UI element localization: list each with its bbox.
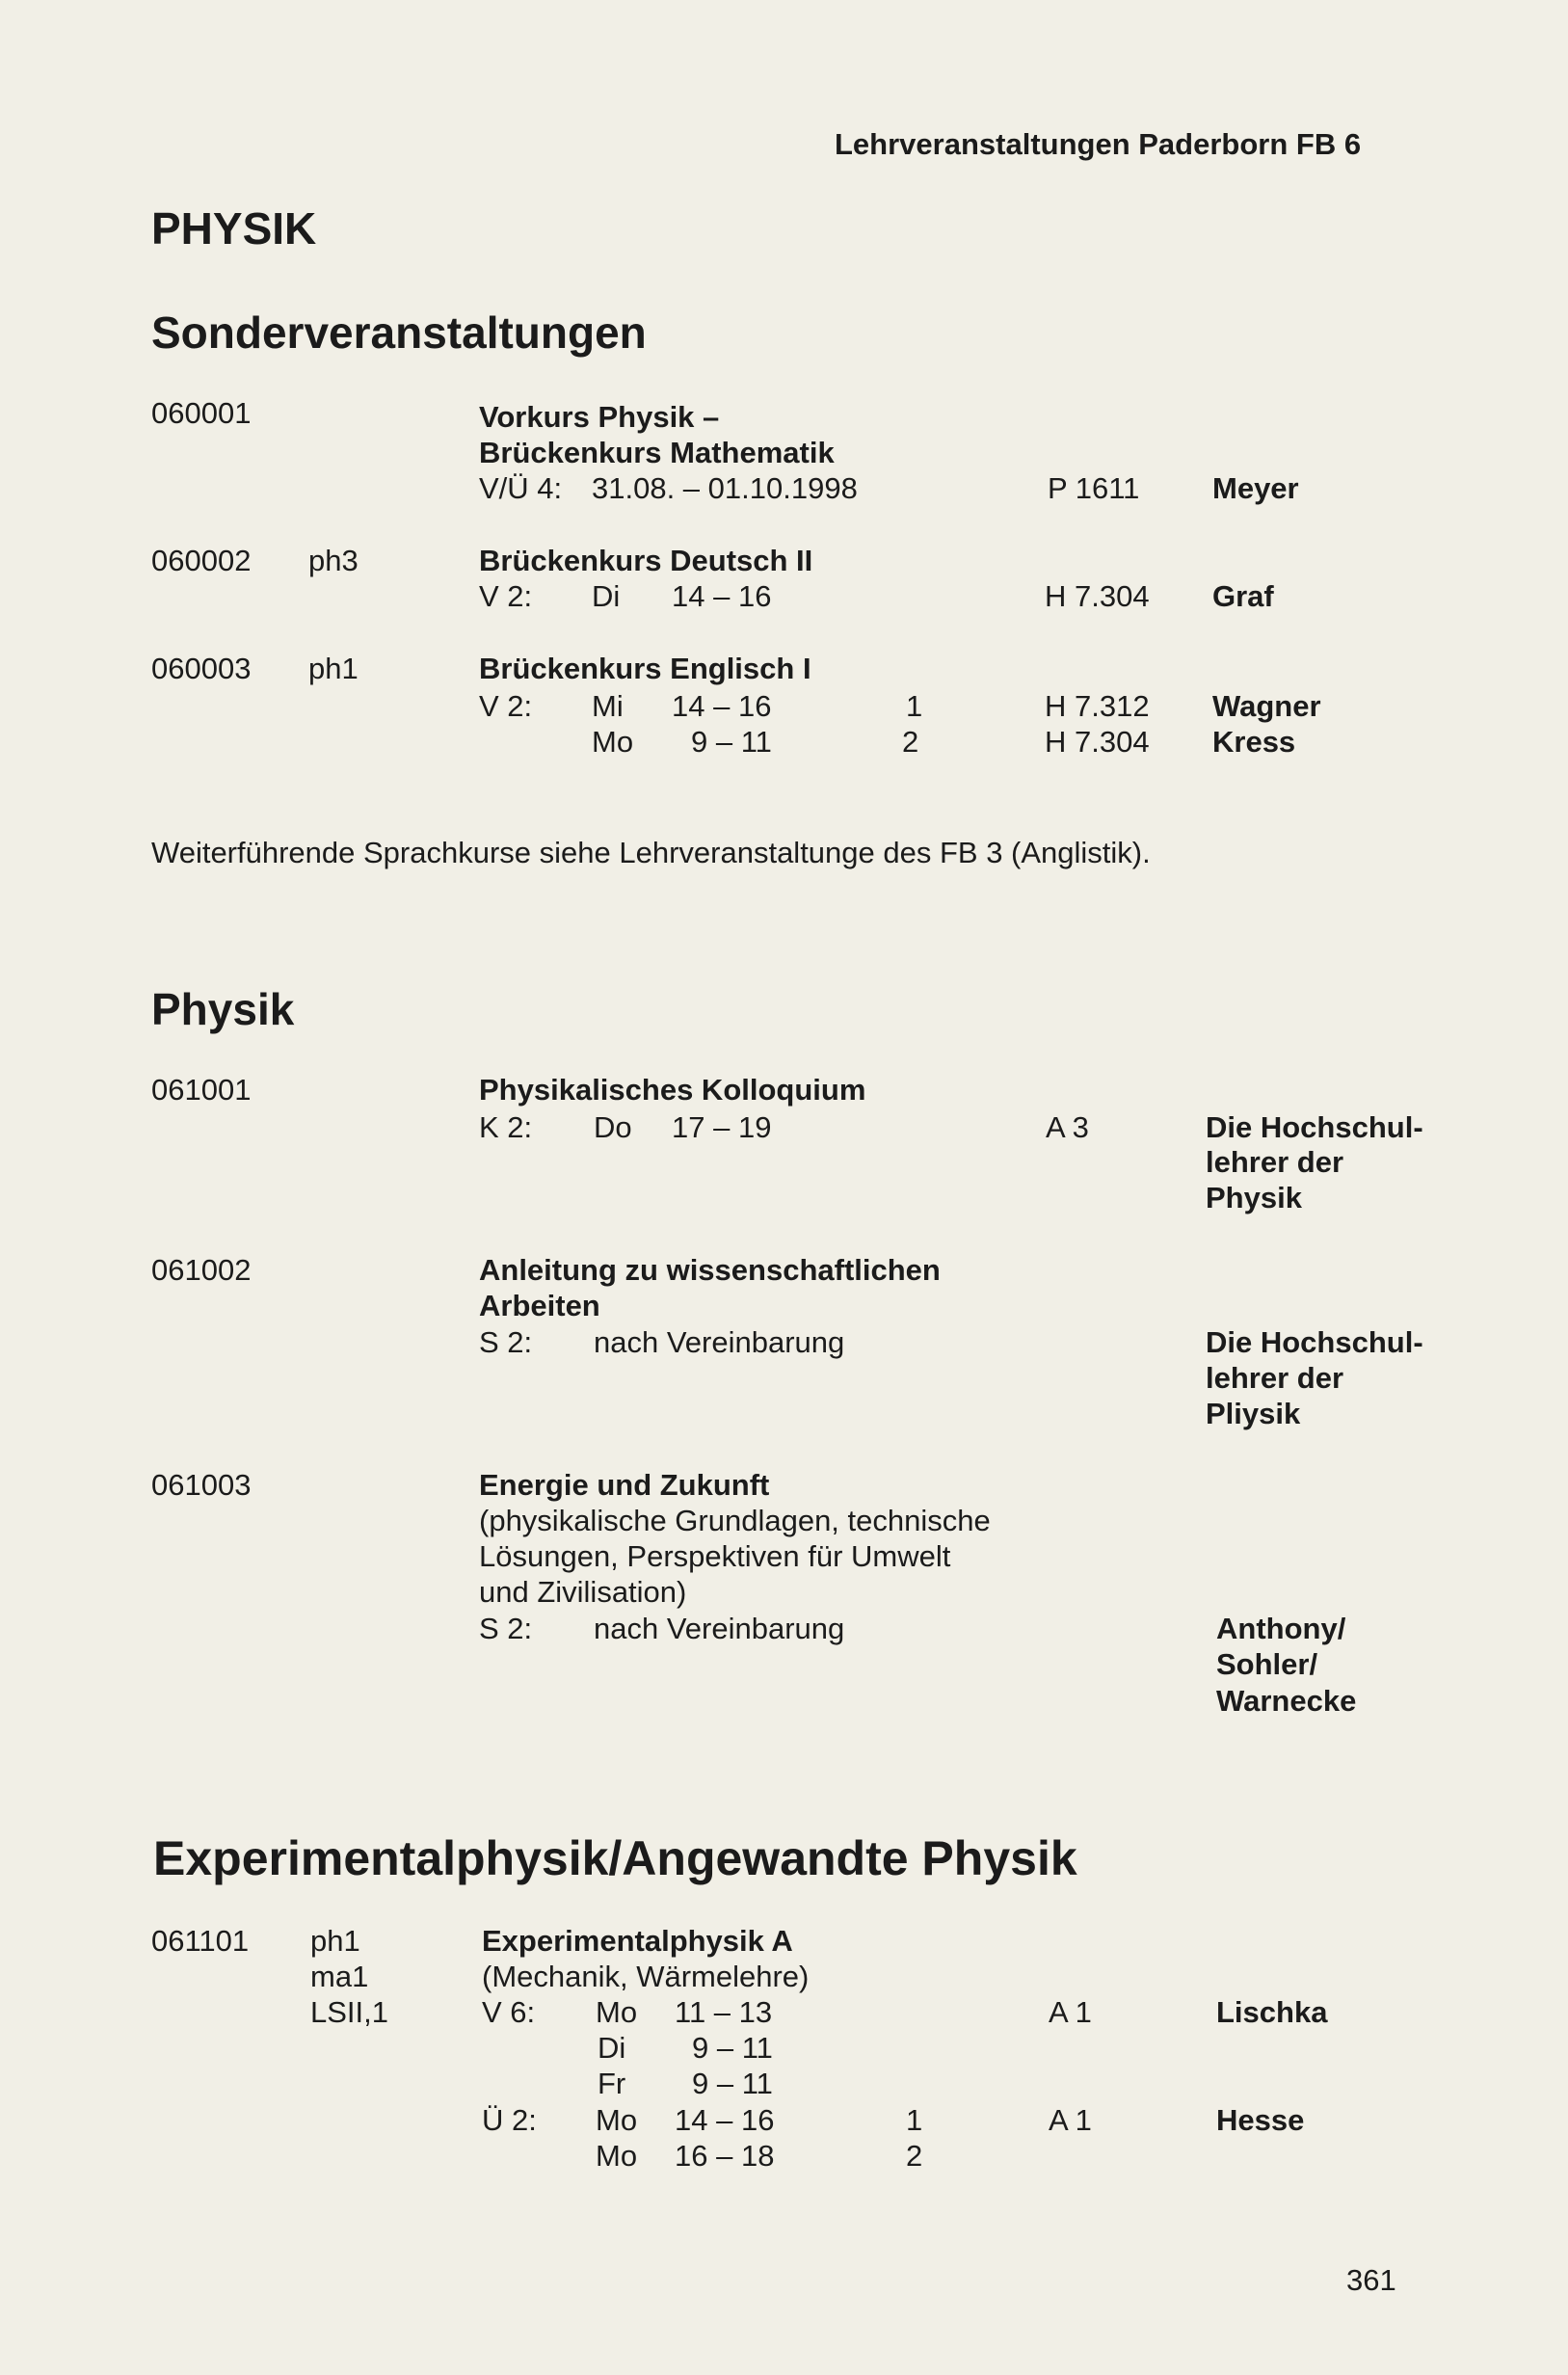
course-title: Arbeiten [479,1289,600,1322]
course-room: H 7.312 [1045,689,1150,723]
course-lecturer: Die Hochschul- [1206,1110,1423,1144]
course-lecturer: Graf [1212,579,1274,613]
course-id: 061001 [151,1073,252,1107]
course-type: V 2: [479,689,533,723]
course-day: Do [594,1110,632,1144]
course-time: 14 – 16 [672,579,772,613]
course-title: Vorkurs Physik – [479,400,720,434]
course-room: H 7.304 [1045,725,1150,759]
course-group: 1 [906,2103,923,2137]
page-title: PHYSIK [151,203,317,254]
course-lecturer: Anthony/ [1216,1612,1346,1645]
course-day: Mo [596,2103,638,2137]
course-group: 1 [906,689,923,723]
course-id: 061002 [151,1253,252,1287]
course-description: Lösungen, Perspektiven für Umwelt [479,1539,951,1573]
course-period: 31.08. – 01.10.1998 [592,471,858,505]
course-day: Mi [592,689,624,723]
course-time: 9 – 11 [692,2067,773,2100]
course-group: 2 [902,725,919,759]
course-day: Mo [596,2139,638,2173]
running-head: Lehrveranstaltungen Paderborn FB 6 [835,127,1362,161]
course-lecturer: Warnecke [1216,1684,1357,1718]
course-id: 061101 [151,1924,250,1958]
course-time: 9 – 11 [692,2031,773,2065]
course-lecturer: Pliysik [1206,1397,1301,1430]
course-room: A 1 [1049,2103,1092,2137]
section-heading-exp: Experimentalphysik/Angewandte Physik [153,1831,1077,1885]
course-day: Mo [592,725,634,759]
course-type: K 2: [479,1110,533,1144]
course-lecturer: lehrer der [1206,1361,1344,1395]
course-id: 060002 [151,544,252,577]
course-type: V 2: [479,579,533,613]
course-room: A 1 [1049,1995,1092,2029]
course-day: Fr [598,2067,626,2100]
course-group: 2 [906,2139,923,2173]
course-room: A 3 [1046,1110,1089,1144]
course-title: Brückenkurs Mathematik [479,436,835,469]
course-type: S 2: [479,1325,533,1359]
course-title: Brückenkurs Deutsch II [479,544,813,577]
course-lecturer: Meyer [1212,471,1299,505]
course-title: Physikalisches Kolloquium [479,1073,866,1107]
course-title: Anleitung zu wissenschaftlichen [479,1253,941,1287]
course-time: 14 – 16 [675,2103,775,2137]
course-lecturer: Die Hochschul- [1206,1325,1423,1359]
course-title: Brückenkurs Englisch I [479,652,811,685]
course-time: 17 – 19 [672,1110,772,1144]
course-lecturer: Physik [1206,1181,1302,1214]
course-code: ph1 [310,1924,360,1958]
section-heading-physik: Physik [151,984,295,1034]
course-code: LSII,1 [310,1995,388,2029]
section-heading-sonder: Sonderveranstaltungen [151,307,647,358]
course-time: 14 – 16 [672,689,772,723]
course-code: ph3 [308,544,359,577]
course-type: Ü 2: [482,2103,537,2137]
course-room: P 1611 [1048,471,1140,505]
course-day: Mo [596,1995,638,2029]
course-type: S 2: [479,1612,533,1645]
course-lecturer: Wagner [1212,689,1321,723]
course-description: (physikalische Grundlagen, technische [479,1504,991,1537]
course-id: 060001 [151,396,252,430]
course-lecturer: Kress [1212,725,1296,759]
page-number: 361 [1346,2263,1396,2297]
course-when: nach Vereinbarung [594,1325,845,1359]
course-type: V 6: [482,1995,536,2029]
course-day: Di [598,2031,626,2065]
course-type: V/Ü 4: [479,471,563,505]
course-time: 16 – 18 [675,2139,775,2173]
course-id: 061003 [151,1468,252,1502]
course-title: Experimentalphysik A [482,1924,793,1958]
course-lecturer: Sohler/ [1216,1647,1318,1681]
course-lecturer: Hesse [1216,2103,1305,2137]
course-title: Energie und Zukunft [479,1468,770,1502]
course-day: Di [592,579,621,613]
note: Weiterführende Sprachkurse siehe Lehrveranstaltunge des FB 3 (Anglistik). [151,836,1151,869]
course-room: H 7.304 [1045,579,1150,613]
course-code: ma1 [310,1960,369,1993]
course-description: und Zivilisation) [479,1575,687,1609]
course-time: 11 – 13 [675,1995,773,2029]
course-lecturer: lehrer der [1206,1145,1344,1179]
course-when: nach Vereinbarung [594,1612,845,1645]
course-id: 060003 [151,652,252,685]
course-time: 9 – 11 [691,725,772,759]
course-subtitle: (Mechanik, Wärmelehre) [482,1960,810,1993]
course-code: ph1 [308,652,359,685]
course-lecturer: Lischka [1216,1995,1328,2029]
